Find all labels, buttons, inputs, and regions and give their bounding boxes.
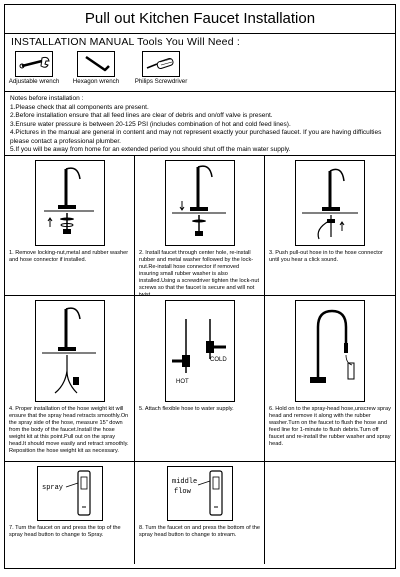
tools-row [5, 51, 395, 91]
note-item: 2.Before installation ensure that all feed lines are clear of debris and on/off valve is present. [10, 112, 273, 119]
step-text: 6. Hold on to the spray-head hose,unscrew spray head and remove it along with the rubber washer.Turn on the faucet to flush the hose and feed line for 1-minute to flush debris.Turn off faucet and re-install the rubber washer and spray head. [269, 406, 391, 447]
step-1-illustration [35, 160, 105, 246]
step-8-illustration [167, 466, 233, 521]
page-title: Pull out Kitchen Faucet Installation [5, 5, 395, 34]
step-2 [135, 156, 265, 296]
screwdriver-icon [143, 52, 179, 76]
step-5-illustration [165, 300, 235, 402]
note-item: 4.Pictures in the manual are general in content and may not represent exactly your purchased faucet. If you are having difficulties please contact a professional plumber. [10, 129, 382, 145]
step-8 [135, 462, 265, 564]
step-3-illustration [295, 160, 365, 246]
tool-hexagon-wrench [73, 51, 119, 91]
step-4-illustration [35, 300, 105, 402]
step-5 [135, 296, 265, 462]
note-item: 1.Please check that all components are present. [10, 103, 149, 111]
step-text: 5. Attach flexible hose to water supply. [139, 406, 234, 412]
tool-label: Hexagon wrench [72, 78, 120, 85]
empty-cell [265, 462, 395, 564]
hex-key-icon [78, 52, 114, 76]
note-item: 3.Ensure water pressure is between 20-125 PSI (includes combination of hot and cold feed lines). [10, 120, 291, 128]
note-item: 5.If you will be away from home for an extended period you should shut off the main water supply. [10, 146, 291, 153]
steps-grid [5, 156, 395, 564]
manual-page [4, 4, 396, 569]
step-6-illustration [295, 300, 365, 402]
step-text: 3. Push pull-out hose in to the hose connector until you hear a click sound. [269, 250, 383, 263]
step-7 [5, 462, 135, 564]
flow-label: flow [173, 488, 191, 496]
spray-label: spray [41, 484, 63, 492]
step-text: 8. Turn the faucet on and press the bottom of the spray head button to change to stream. [139, 525, 260, 538]
step-4 [5, 296, 135, 462]
wrench-icon [16, 52, 52, 76]
cold-label: COLD [209, 357, 227, 363]
notes-section [5, 92, 395, 156]
step-6 [265, 296, 395, 462]
middle-label: middle [171, 478, 197, 486]
step-7-illustration [37, 466, 103, 521]
step-3 [265, 156, 395, 296]
hot-label: HOT [175, 379, 189, 385]
step-text: 1. Remove locking-nut,metal and rubber washer and hose connector if installed. [9, 250, 129, 263]
step-1 [5, 156, 135, 296]
step-2-illustration [165, 160, 235, 246]
tool-label: Adjustable wrench [8, 78, 60, 85]
notes-heading: Notes before installation : [10, 95, 84, 102]
step-text: 2. Install faucet through center hole, re-install rubber and metal washer followed by the lock-nut.Re-install hose connector if removed insuring small rubber washer is also installed.Using a screwdriver tighten the lock-nut screws so that the faucet is secure and will not twist. [139, 250, 260, 298]
step-text: 4. Proper installation of the hose weight kit will ensure that the spray head retracts smoothly.On the spray side of the hose, measure 15" down from the body of the faucet.Install the hose weight kit at this point.Pull out on the spray head.It should move easily and retract smoothly. Reposition the hose weight kit as necessary. [9, 406, 129, 454]
tool-adjustable-wrench [8, 51, 60, 91]
tools-heading: INSTALLATION MANUAL Tools You Will Need : [11, 36, 240, 48]
tool-philips-screwdriver [135, 51, 187, 91]
step-text: 7. Turn the faucet on and press the top of the spray head button to change to Spray. [9, 525, 121, 538]
tool-label: Philips Screwdriver [134, 78, 188, 85]
